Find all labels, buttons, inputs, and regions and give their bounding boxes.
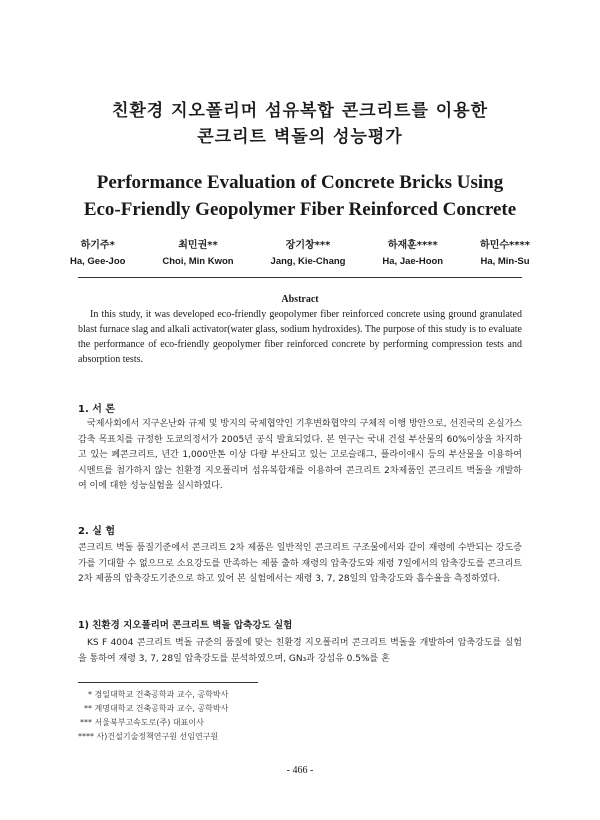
subsection-paragraph: KS F 4004 콘크리트 벽돌 규준의 품질에 맞는 친환경 지오폴리머 콘크리트 벽돌을 개발하여 압축강도를 실험을 통하여 재령 3, 7, 28일 압축강도를 분석하였으며, GN₃과 강섬유 0.5%를 혼 bbox=[78, 638, 522, 664]
author-name-english: Ha, Gee-Joo bbox=[70, 256, 126, 267]
author-name-korean: 하기주* bbox=[80, 240, 115, 251]
english-title-line1: Performance Evaluation of Concrete Bricks Using bbox=[96, 172, 504, 193]
author bbox=[271, 238, 346, 270]
footnote: *** 서울북부고속도로(주) 대표이사 bbox=[80, 718, 204, 727]
subsection-heading: 1) 친환경 지오폴리머 콘크리트 벽돌 압축강도 실험 bbox=[78, 620, 293, 631]
author-name-english: Ha, Min-Su bbox=[480, 256, 530, 267]
english-title-line2: Eco-Friendly Geopolymer Fiber Reinforced Concrete bbox=[83, 199, 517, 220]
author-name-english: Jang, Kie-Chang bbox=[270, 256, 346, 267]
author-list bbox=[70, 238, 530, 270]
section-heading-experiment: 2. 실 험 bbox=[78, 526, 116, 537]
korean-title-line1: 친환경 지오폴리머 섬유복합 콘크리트를 이용한 bbox=[111, 101, 489, 121]
korean-title-line2: 콘크리트 벽돌의 성능평가 bbox=[197, 127, 403, 147]
author-name-korean: 하민수**** bbox=[480, 240, 530, 251]
intro-paragraph: 국제사회에서 지구온난화 규제 및 방지의 국제협약인 기후변화협약의 구체적 이행 방안으로, 선진국의 온실가스 감축 목표치를 규정한 도쿄의정서가 2005년 공식 발효되었다. 본 연구는 국내 건설 부산물의 60%이상을 차지하고 있는 폐콘크리트, 년간 1,000만톤 이상 다량 부산되고 있는 고로슬래그, 플라이애시 등의 부산물을 이용하여 시멘트를 첨가하지 않는 친환경 지오폴리머 섬유복합재를 이용하여 콘크리트 2차제품인 콘크리트 벽돌을 개발하여 이에 대한 성능실험을 실시하였다. bbox=[78, 419, 522, 491]
footnote-divider bbox=[78, 682, 258, 683]
section-heading-intro: 1. 서 론 bbox=[78, 404, 116, 415]
author-name-korean: 하재훈**** bbox=[387, 240, 438, 251]
author bbox=[162, 238, 233, 270]
author bbox=[382, 238, 443, 270]
page-number: - 466 - bbox=[286, 765, 314, 776]
footnote: ** 계명대학교 건축공학과 교수, 공학박사 bbox=[84, 704, 229, 713]
author-name-english: Ha, Jae-Hoon bbox=[382, 256, 444, 267]
footnote: * 경일대학교 건축공학과 교수, 공학박사 bbox=[88, 690, 229, 699]
author-name-korean: 최민권** bbox=[178, 240, 218, 251]
footnote: **** 사)건설기술정책연구원 선임연구원 bbox=[78, 732, 219, 741]
author bbox=[70, 238, 125, 270]
experiment-paragraph: 콘크리트 벽돌 품질기준에서 콘크리트 2차 제품은 일반적인 콘크리트 구조물에서와 같이 재령에 수반되는 강도증가를 기대할 수 없으므로 소요강도를 만족하는 제품 출하 재령의 압축강도와 재령 7일에서의 압축강도를 콘크리트 2차 제품의 압축강도기준으로 하고 있어 본 실험에서는 재령 3, 7, 28일의 압축강도와 흡수율을 측정하였다. bbox=[78, 543, 522, 584]
abstract-text: In this study, it was developed eco-friendly geopolymer fiber reinforced concrete using ground granulated blast furnace slag and alkali activator(water glass, sodium hydroxides). The purpose of this study is to evaluate the performance of eco-friendly geopolymer fiber reinforced concrete by performing compression tests and absorption tests. bbox=[78, 309, 522, 365]
divider bbox=[78, 277, 522, 278]
author bbox=[480, 238, 530, 270]
author-name-english: Choi, Min Kwon bbox=[162, 256, 234, 267]
footnotes bbox=[78, 688, 228, 744]
abstract-heading: Abstract bbox=[281, 294, 319, 305]
author-name-korean: 장기창*** bbox=[285, 240, 331, 251]
